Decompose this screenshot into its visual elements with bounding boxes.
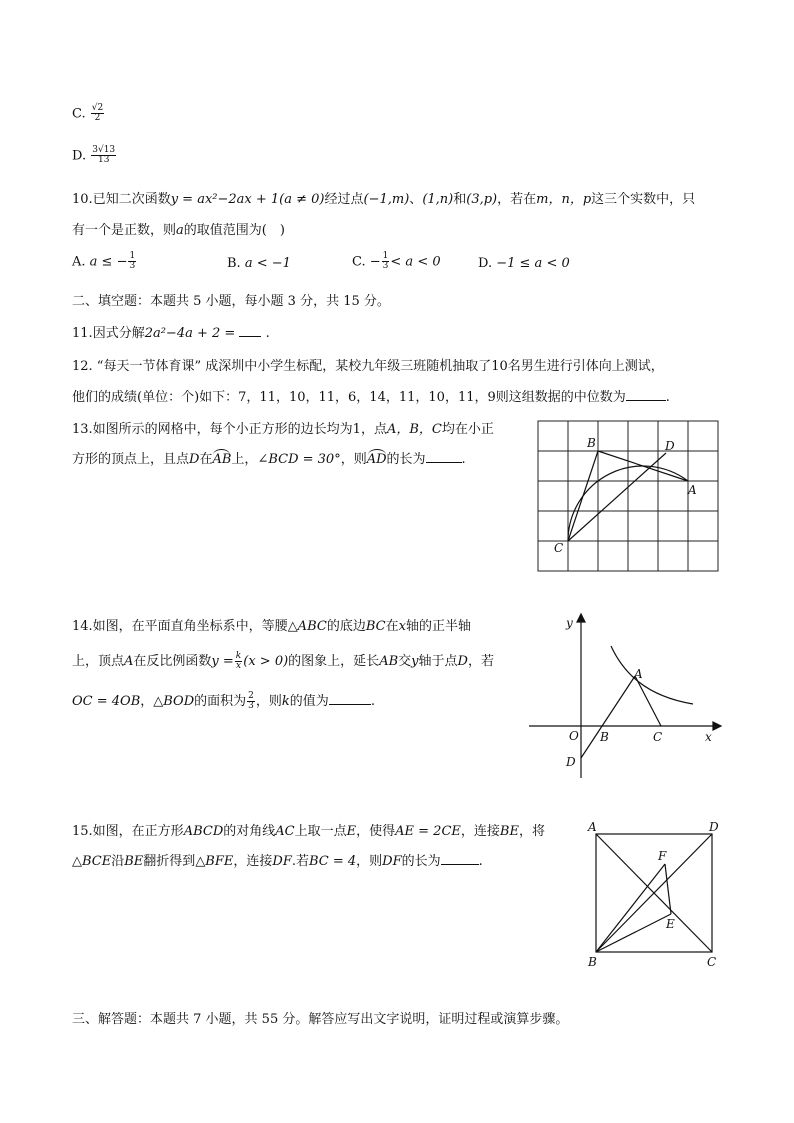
q15-label-d: D: [709, 820, 719, 834]
q14-line-2: 上，顶点A在反比例函数y = $\frac{k}{x}$ (x > 0)的图象上，延长AB交y轴于点D，若: [72, 650, 494, 671]
q15-line-2: △BCE沿BE翻折得到△BFE，连接DF.若BC = 4，则DF的长为 .: [72, 854, 483, 869]
q9-option-d-label: D.: [72, 148, 87, 164]
q14-label-x: x: [705, 730, 712, 744]
q15-square-figure: [582, 818, 724, 970]
segment-be: [596, 914, 671, 952]
q14-line-3: OC = 4OB，△BOD的面积为 $\frac{2}{3}$ ，则k的值为 .: [72, 690, 375, 711]
q14-label-b: B: [600, 730, 609, 744]
q9-option-c: [72, 104, 105, 124]
q15-label-a: A: [588, 820, 597, 834]
q15-label-b: B: [588, 955, 597, 969]
q14-label-d: D: [566, 755, 576, 769]
q12-line-1: 12. “每天一节体育课” 成深圳中小学生标配，某校九年级三班随机抽取了10名男生进行引体向上测试，: [72, 359, 664, 374]
q14-label-y: y: [566, 616, 573, 630]
segment-bf: [596, 864, 665, 952]
q15-answer-blank[interactable]: [441, 864, 479, 865]
q10-line-1: 10.已知二次函数y = ax²−2ax + 1(a ≠ 0)经过点(−1,m)、(1,n)和(3,p)，若在m，n，p这三个实数中，只: [72, 192, 696, 207]
q14-coordinate-figure: [525, 610, 725, 780]
segment-ba: [598, 451, 688, 481]
q13-grid-figure: [536, 419, 720, 573]
y-axis-arrow: [577, 614, 585, 622]
q10-option-b: B. a < −1: [227, 256, 291, 271]
q9-option-c-fraction: $\frac{√2}{2}$: [91, 103, 104, 124]
q9-option-d-fraction: $\frac{3√13}{13}$: [92, 145, 116, 166]
q9-option-c-label: C.: [72, 106, 86, 122]
q10-option-a: A. a ≤ − $\frac{1}{3}$: [72, 251, 136, 272]
q13-answer-blank[interactable]: [426, 462, 462, 463]
q15-line-1: 15.如图，在正方形ABCD的对角线AC上取一点E，使得AE = 2CE，连接BE，将: [72, 824, 545, 839]
q13-line-2: 方形的顶点上，且点D在AB上，∠BCD = 30°，则AD的长为 .: [72, 452, 466, 467]
q12-answer-blank[interactable]: [626, 400, 666, 401]
q13-label-d: D: [665, 439, 675, 453]
section-2-heading: 二、填空题：本题共 5 小题，每小题 3 分，共 15 分。: [72, 294, 390, 309]
q14-label-a: A: [634, 667, 643, 681]
q13-label-b: B: [587, 436, 596, 450]
q10-line-2: 有一个是正数，则a的取值范围为( ): [72, 223, 285, 238]
q11: 11.因式分解2a²−4a + 2 = .: [72, 326, 270, 341]
q11-answer-blank[interactable]: [239, 336, 261, 337]
line-ac: [635, 676, 661, 726]
q12-line-2: 他们的成绩(单位：个)如下：7，11，10，11，6，14，11，10，11，9则这组数据的中位数为 .: [72, 390, 670, 405]
q14-label-c: C: [653, 730, 663, 744]
q14-label-o: O: [569, 729, 579, 743]
hyperbola-curve: [611, 646, 693, 704]
line-da: [581, 676, 635, 758]
q15-label-e: E: [666, 917, 675, 931]
q14-line-1: 14.如图，在平面直角坐标系中，等腰△ABC的底边BC在x轴的正半轴: [72, 619, 471, 634]
q15-label-c: C: [707, 955, 717, 969]
q10-option-d: D. −1 ≤ a < 0: [478, 256, 570, 271]
q14-answer-blank[interactable]: [329, 704, 371, 705]
q9-option-d: [72, 146, 117, 166]
q13-line-1: 13.如图所示的网格中，每个小正方形的边长均为1，点A，B，C均在小正: [72, 422, 494, 437]
q15-label-f: F: [658, 849, 667, 863]
section-3-heading: 三、解答题：本题共 7 小题，共 55 分。解答应写出文字说明，证明过程或演算步骤。: [72, 1012, 569, 1027]
q13-label-a: A: [688, 483, 697, 497]
q13-label-c: C: [554, 541, 564, 555]
x-axis-arrow: [713, 722, 721, 730]
q10-option-c: C. − $\frac{1}{3}$ < a < 0: [352, 251, 441, 272]
